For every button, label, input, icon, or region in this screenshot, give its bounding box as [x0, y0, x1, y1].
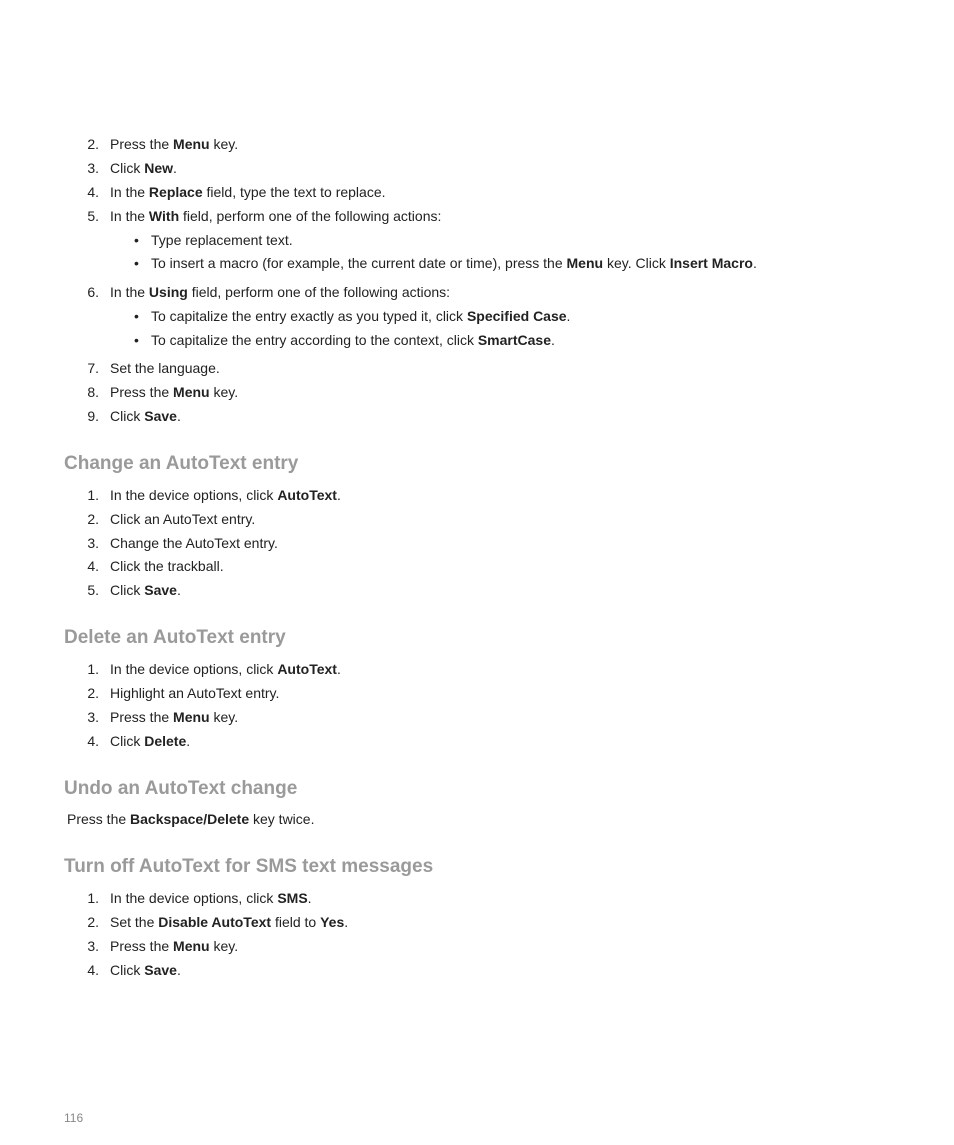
- text-fragment: field to: [271, 914, 321, 930]
- text-fragment: In the device options, click: [110, 661, 278, 677]
- bullet-text: [151, 255, 757, 271]
- text-fragment: key.: [209, 938, 239, 954]
- text-fragment: Click: [110, 582, 145, 598]
- ui-term: Menu: [173, 136, 210, 152]
- step-number: 3.: [87, 160, 99, 176]
- text-fragment: To capitalize the entry exactly as you typed it, click: [151, 308, 467, 324]
- text-fragment: field, perform one of the following actions:: [187, 284, 451, 300]
- step-number: 8.: [87, 384, 99, 400]
- step-text: [110, 136, 238, 152]
- step-text: [110, 208, 441, 224]
- ui-term: Specified Case: [466, 308, 567, 324]
- step-text: [110, 914, 348, 930]
- ui-term: Save: [144, 582, 177, 598]
- text-fragment: .: [551, 332, 555, 348]
- text-fragment: Click an AutoText entry.: [110, 511, 256, 527]
- step-text: [110, 733, 190, 749]
- ui-term: Menu: [173, 384, 210, 400]
- step-number: 4.: [87, 558, 99, 574]
- bullet-icon: •: [134, 255, 139, 271]
- text-fragment: In the device options, click: [110, 487, 278, 503]
- step-text: [110, 284, 450, 300]
- text-fragment: key.: [209, 384, 239, 400]
- step-text: [110, 487, 341, 503]
- text-fragment: In the: [110, 184, 149, 200]
- text-fragment: .: [344, 914, 349, 930]
- text-fragment: .: [186, 733, 191, 749]
- step-number: 3.: [87, 938, 99, 954]
- ui-term: SMS: [277, 890, 308, 906]
- text-fragment: key twice.: [249, 811, 315, 827]
- step-text: [110, 535, 278, 551]
- bullet-icon: •: [134, 308, 139, 324]
- text-fragment: Click: [110, 160, 145, 176]
- text-fragment: field, perform one of the following actions:: [179, 208, 442, 224]
- text-fragment: .: [176, 962, 181, 978]
- text-fragment: .: [566, 308, 571, 324]
- ui-term: Save: [144, 962, 177, 978]
- bullet-icon: •: [134, 332, 139, 348]
- text-fragment: key. Click: [603, 255, 670, 271]
- ui-term: Menu: [566, 255, 604, 271]
- step-text: [110, 962, 181, 978]
- text-fragment: Click the trackball.: [110, 558, 224, 574]
- text-fragment: field, type the text to replace.: [202, 184, 386, 200]
- step-number: 9.: [87, 408, 99, 424]
- step-text: [110, 184, 386, 200]
- step-number: 4.: [87, 733, 99, 749]
- text-fragment: Click: [110, 733, 145, 749]
- step-text: [110, 890, 312, 906]
- bullet-icon: •: [134, 232, 139, 248]
- text-fragment: Press the: [110, 709, 174, 725]
- text-fragment: To insert a macro (for example, the current date or time), press the: [151, 255, 567, 271]
- ui-term: Delete: [144, 733, 187, 749]
- ui-term: Backspace/Delete: [130, 811, 250, 827]
- ui-term: SmartCase: [477, 332, 551, 348]
- text-fragment: In the device options, click: [110, 890, 278, 906]
- section-paragraph: [67, 811, 314, 827]
- step-text: [110, 408, 181, 424]
- step-text: [110, 511, 255, 527]
- ui-term: Disable AutoText: [158, 914, 272, 930]
- step-number: 1.: [87, 661, 99, 677]
- step-text: [110, 384, 238, 400]
- section-heading: Undo an AutoText change: [64, 778, 298, 799]
- bullet-text: [151, 332, 555, 348]
- step-number: 5.: [87, 582, 99, 598]
- text-fragment: key.: [209, 709, 239, 725]
- step-text: [110, 160, 177, 176]
- ui-term: Replace: [148, 184, 203, 200]
- step-text: [110, 938, 238, 954]
- text-fragment: Click: [110, 962, 145, 978]
- step-number: 2.: [87, 136, 99, 152]
- text-fragment: .: [176, 408, 181, 424]
- text-fragment: .: [173, 160, 177, 176]
- text-fragment: key.: [209, 136, 239, 152]
- ui-term: Menu: [173, 709, 210, 725]
- page-number: 116: [64, 1111, 84, 1125]
- bullet-text: [151, 308, 570, 324]
- ui-term: Menu: [173, 938, 210, 954]
- text-fragment: In the: [110, 284, 149, 300]
- step-text: [110, 685, 279, 701]
- step-number: 1.: [87, 890, 99, 906]
- step-number: 2.: [87, 511, 99, 527]
- ui-term: With: [148, 208, 180, 224]
- ui-term: New: [144, 160, 174, 176]
- step-number: 2.: [87, 914, 99, 930]
- step-number: 5.: [87, 208, 99, 224]
- text-fragment: Press the: [110, 384, 174, 400]
- text-fragment: .: [176, 582, 181, 598]
- ui-term: Using: [148, 284, 188, 300]
- text-fragment: To capitalize the entry according to the context, click: [151, 332, 478, 348]
- step-number: 3.: [87, 535, 99, 551]
- section-heading: Turn off AutoText for SMS text messages: [64, 856, 434, 877]
- section-heading: Change an AutoText entry: [64, 453, 299, 474]
- ui-term: Insert Macro: [669, 255, 753, 271]
- text-fragment: Change the AutoText entry.: [110, 535, 278, 551]
- text-fragment: .: [307, 890, 312, 906]
- step-text: [110, 661, 341, 677]
- step-number: 6.: [87, 284, 99, 300]
- step-text: [110, 360, 220, 376]
- step-number: 3.: [87, 709, 99, 725]
- step-text: [110, 709, 238, 725]
- text-fragment: Set the language.: [110, 360, 220, 376]
- text-fragment: Set the: [110, 914, 159, 930]
- ui-term: AutoText: [277, 487, 337, 503]
- step-number: 4.: [87, 962, 99, 978]
- bullet-text: [151, 232, 293, 248]
- text-fragment: Press the: [110, 136, 174, 152]
- step-text: [110, 582, 181, 598]
- text-fragment: .: [336, 661, 341, 677]
- ui-term: Yes: [320, 914, 345, 930]
- text-fragment: Click: [110, 408, 145, 424]
- step-number: 4.: [87, 184, 99, 200]
- ui-term: Save: [144, 408, 177, 424]
- step-text: [110, 558, 224, 574]
- text-fragment: .: [336, 487, 341, 503]
- text-fragment: Highlight an AutoText entry.: [110, 685, 280, 701]
- ui-term: AutoText: [277, 661, 337, 677]
- text-fragment: In the: [110, 208, 149, 224]
- text-fragment: Press the: [67, 811, 131, 827]
- step-number: 2.: [87, 685, 99, 701]
- text-fragment: .: [752, 255, 757, 271]
- text-fragment: Press the: [110, 938, 174, 954]
- step-number: 1.: [87, 487, 99, 503]
- step-number: 7.: [87, 360, 99, 376]
- text-fragment: Type replacement text.: [151, 232, 293, 248]
- section-heading: Delete an AutoText entry: [64, 627, 286, 648]
